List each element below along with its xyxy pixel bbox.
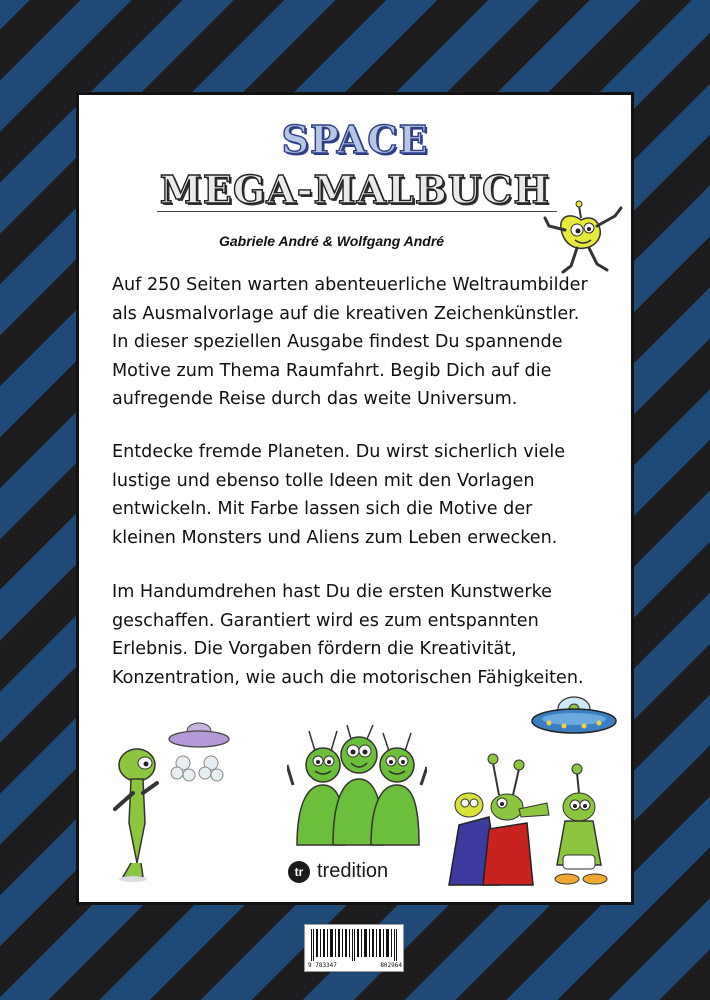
text-line: lustige und ebenso tolle Ideen mit den Vorlagen: [112, 470, 535, 491]
title-mega-malbuch: MEGA-MALBUCH: [159, 167, 551, 212]
paragraph-2: [112, 438, 612, 552]
title-underline: [157, 211, 557, 212]
text-line: entwickeln. Mit Farbe lassen sich die Motive der: [112, 499, 533, 520]
text-line: als Ausmalvorlage auf die kreativen Zeichenkünstler.: [112, 303, 580, 324]
barcode-bars: [305, 927, 403, 963]
text-line: Erlebnis. Die Vorgaben fördern die Kreativität,: [112, 639, 517, 660]
barcode-digits-left: 9 783347: [308, 962, 337, 969]
isbn-barcode: [304, 924, 404, 972]
authors: Gabriele André & Wolfgang André: [219, 233, 445, 249]
barcode-digits: [308, 962, 402, 969]
publisher-name: tredition: [317, 860, 389, 882]
publisher-logo-icon: tr: [288, 861, 310, 883]
text-line: Entdecke fremde Planeten. Du wirst sicherlich viele: [112, 442, 566, 462]
cover-panel: [76, 92, 634, 905]
text-line: Auf 250 Seiten warten abenteuerliche Weltraumbilder: [112, 275, 588, 295]
text-line: geschaffen. Garantiert wird es zum entspannten: [112, 610, 539, 631]
barcode-digits-right: 802964: [380, 962, 402, 969]
text-line: Konzentration, wie auch die motorischen Fähigkeiten.: [112, 667, 584, 688]
publisher-logo: [288, 860, 388, 883]
paragraph-3: [112, 578, 612, 692]
title-space: SPACE: [281, 117, 429, 162]
text-line: kleinen Monsters und Aliens zum Leben erwecken.: [112, 527, 558, 548]
alien-group-icon: [429, 745, 619, 895]
text-line: aufregende Reise durch das weite Universum.: [112, 389, 518, 410]
alien-trio-icon: [287, 725, 427, 855]
waving-alien-icon: [109, 743, 169, 883]
ufo-icon: [165, 721, 233, 785]
paragraph-1: [112, 271, 612, 414]
yellow-alien-icon: [541, 198, 627, 276]
text-line: Motive zum Thema Raumfahrt. Begib Dich auf die: [112, 360, 552, 381]
text-line: In dieser speziellen Ausgabe findest Du spannende: [112, 332, 563, 353]
flying-saucer-icon: [529, 695, 619, 741]
text-line: Im Handumdrehen hast Du die ersten Kunstwerke: [112, 582, 552, 602]
